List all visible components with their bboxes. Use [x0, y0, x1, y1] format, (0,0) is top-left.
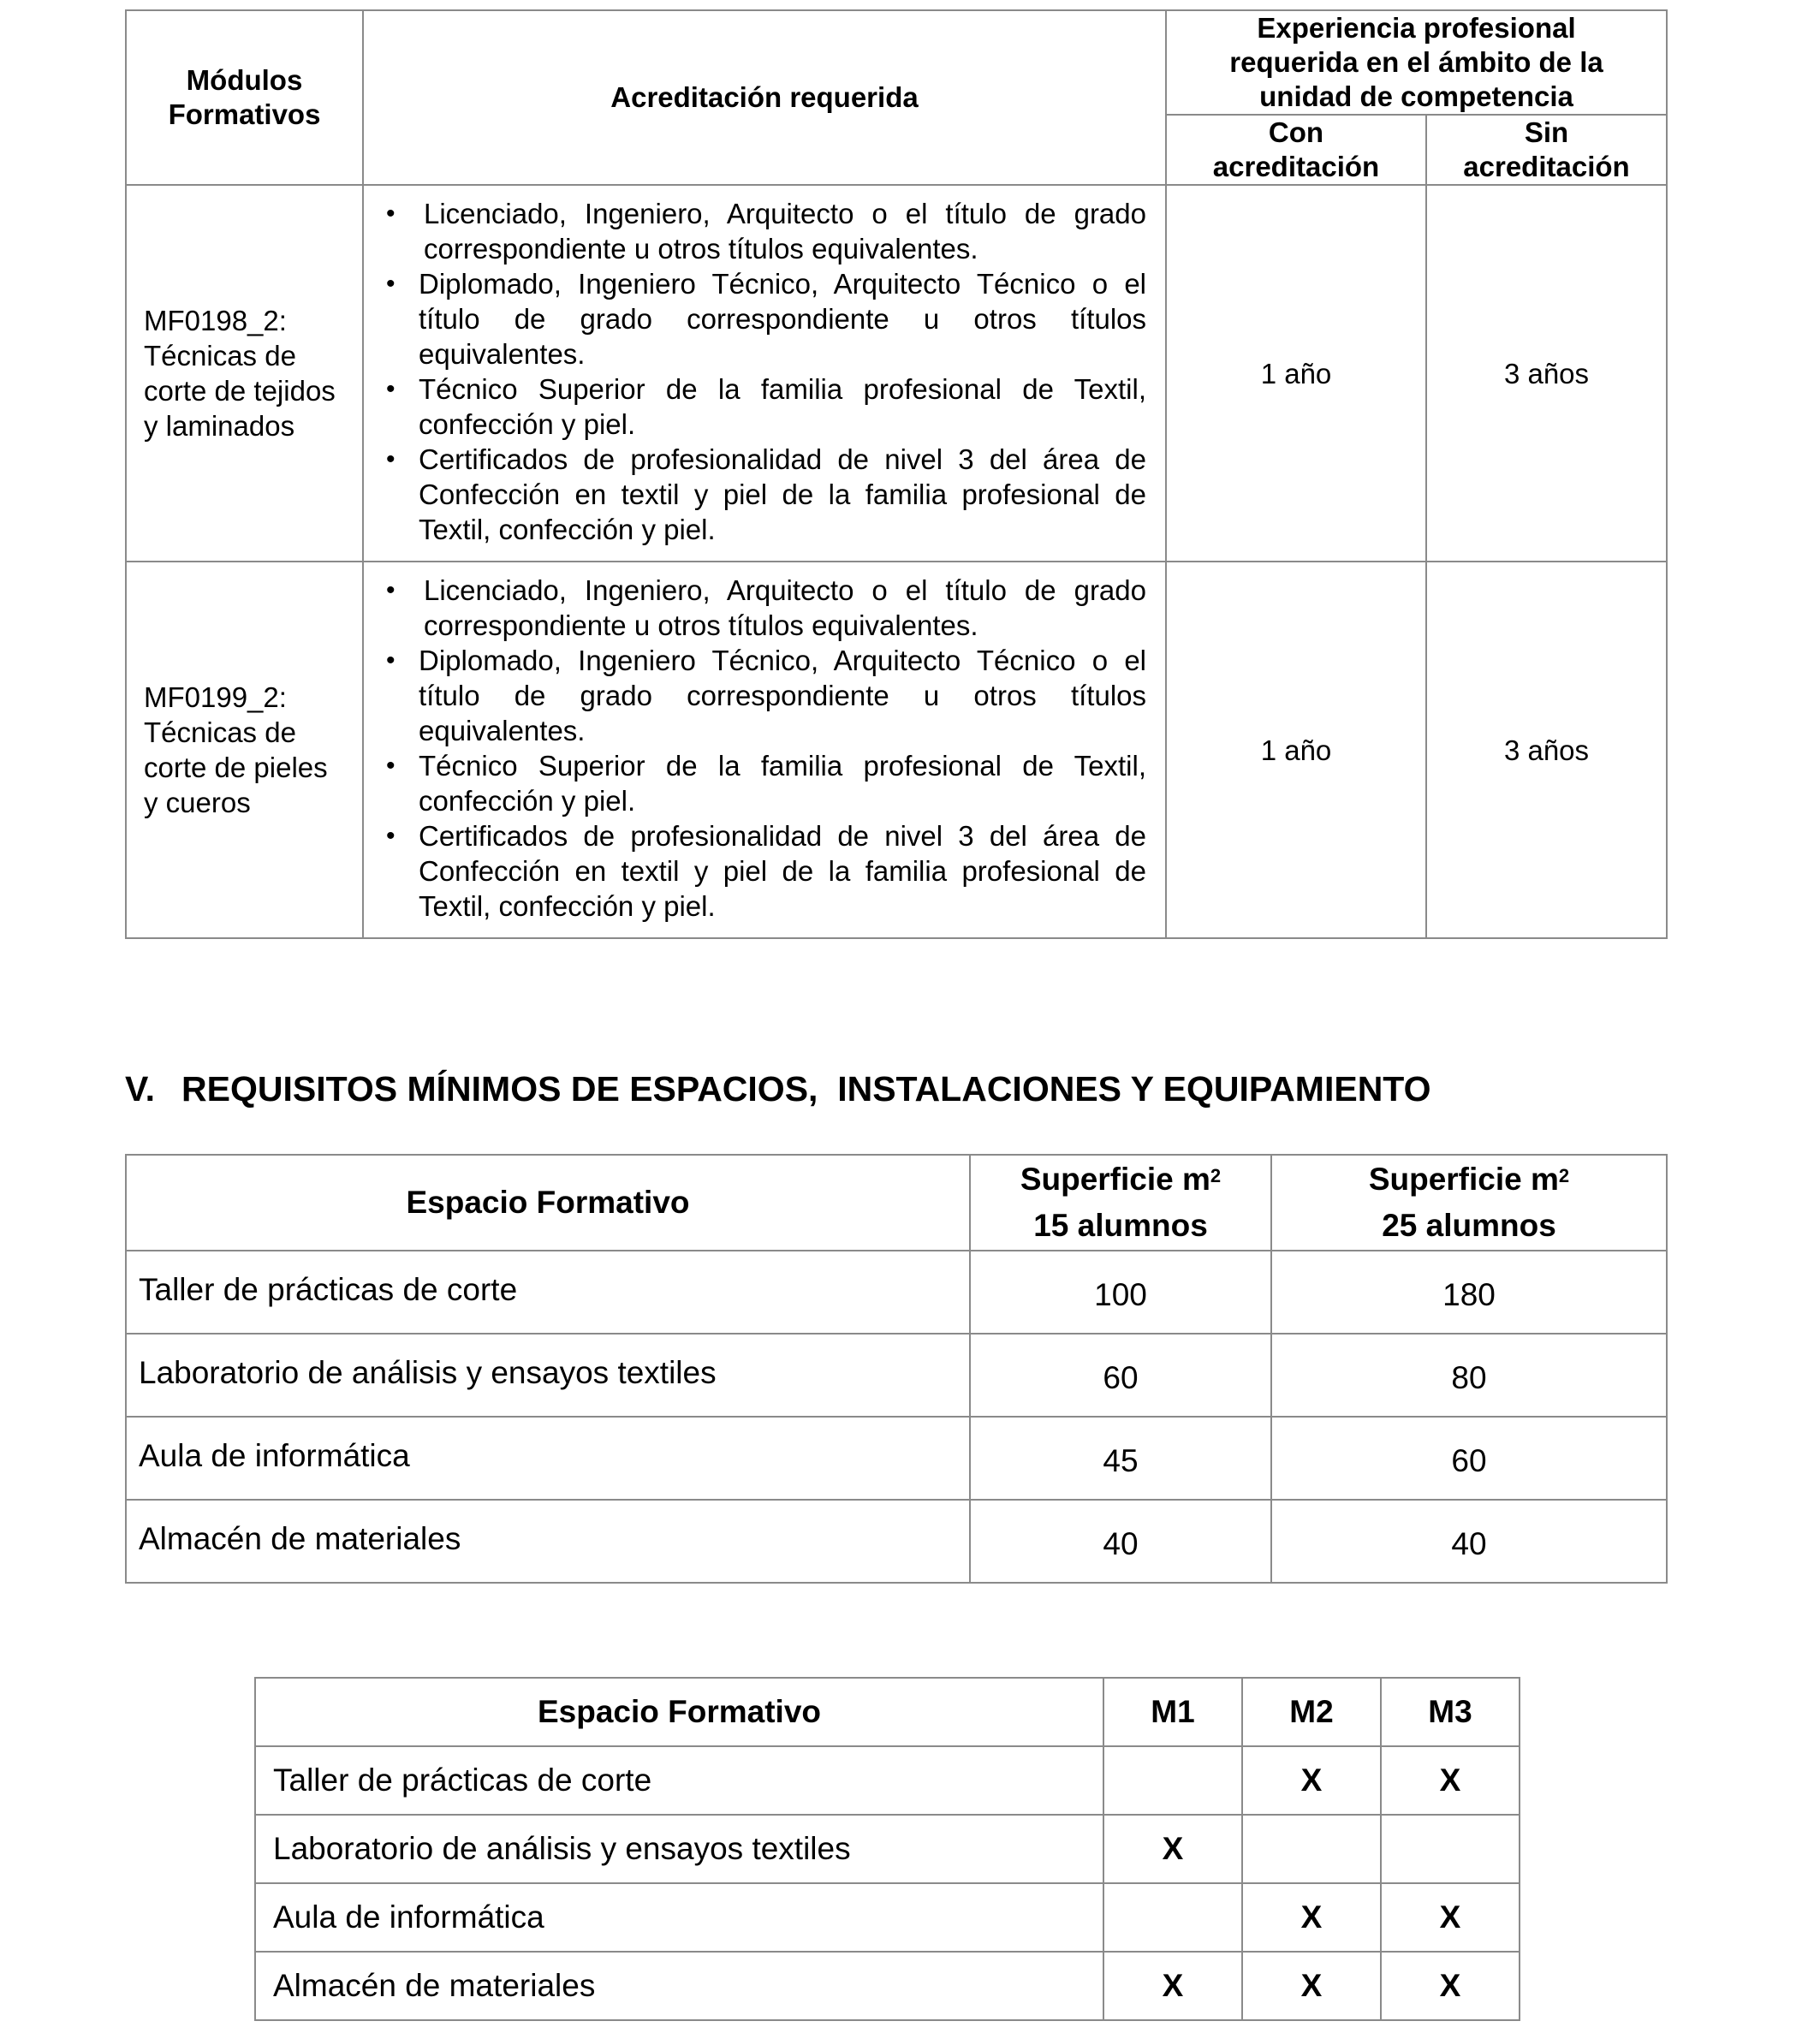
sin-acreditacion-cell: 3 años — [1426, 185, 1667, 562]
table-row — [126, 1334, 1667, 1417]
module-space-table — [254, 1677, 1520, 2021]
list-item — [381, 266, 1146, 372]
table-row — [255, 1746, 1520, 1815]
section-title-text: REQUISITOS MÍNIMOS DE ESPACIOS, INSTALACIONES Y EQUIPAMIENTO — [181, 1069, 1431, 1109]
espacio-cell: Laboratorio de análisis y ensayos textiles — [126, 1334, 970, 1417]
espacio-cell: Almacén de materiales — [255, 1952, 1103, 2020]
espacio-cell: Aula de informática — [255, 1883, 1103, 1952]
list-item-text: Técnico Superior de la familia profesional de Textil, confección y piel. — [419, 373, 1146, 440]
list-item-text: Licenciado, Ingeniero, Arquitecto o el título de grado correspondiente u otros títulos equivalentes. — [424, 574, 1146, 641]
superficie-15-cell: 60 — [970, 1334, 1271, 1417]
espacio-cell: Taller de prácticas de corte — [255, 1746, 1103, 1815]
list-item — [381, 818, 1146, 924]
table-row — [126, 185, 1667, 562]
list-item-text: Diplomado, Ingeniero Técnico, Arquitecto Técnico o el título de grado correspondiente u otros títulos equivalentes. — [419, 645, 1146, 746]
list-item — [381, 196, 1146, 266]
table-row — [126, 1500, 1667, 1583]
superficie-25-cell: 80 — [1271, 1334, 1667, 1417]
table-row — [126, 1251, 1667, 1334]
header-superficie-label: Superficie m — [1020, 1162, 1210, 1197]
table-row — [255, 1883, 1520, 1952]
bullet-icon: • — [386, 646, 396, 675]
section-number: V. — [125, 1069, 155, 1109]
list-item — [381, 442, 1146, 547]
bullet-icon: • — [386, 375, 396, 403]
acreditacion-list — [381, 196, 1146, 547]
modulo-cell: MF0198_2: Técnicas de corte de tejidos y laminados — [126, 185, 363, 562]
list-item — [381, 372, 1146, 442]
superscript: 2 — [1558, 1165, 1570, 1186]
superficie-15-cell: 100 — [970, 1251, 1271, 1334]
espacio-cell: Aula de informática — [126, 1417, 970, 1500]
m3-cell — [1381, 1815, 1520, 1883]
m1-cell: X — [1103, 1815, 1242, 1883]
header-experiencia: Experiencia profesional requerida en el ámbito de la unidad de competencia — [1166, 10, 1667, 115]
table-row — [126, 562, 1667, 938]
table-row — [255, 1815, 1520, 1883]
m2-cell: X — [1242, 1952, 1381, 2020]
list-item-text: Certificados de profesionalidad de nivel 3 del área de Confección en textil y piel de la familia profesional de Textil, confección y piel. — [419, 820, 1146, 922]
superficie-25-cell: 60 — [1271, 1417, 1667, 1500]
m3-cell: X — [1381, 1746, 1520, 1815]
header-m2: M2 — [1242, 1678, 1381, 1746]
list-item — [381, 748, 1146, 818]
m3-cell: X — [1381, 1883, 1520, 1952]
header-m1: M1 — [1103, 1678, 1242, 1746]
con-acreditacion-cell: 1 año — [1166, 562, 1426, 938]
con-acreditacion-cell: 1 año — [1166, 185, 1426, 562]
list-item-text: Técnico Superior de la familia profesional de Textil, confección y piel. — [419, 750, 1146, 817]
list-item — [381, 573, 1146, 643]
table-row — [126, 1417, 1667, 1500]
bullet-icon: • — [386, 576, 396, 604]
espacio-cell: Taller de prácticas de corte — [126, 1251, 970, 1334]
bullet-icon: • — [386, 199, 396, 228]
m1-cell — [1103, 1883, 1242, 1952]
modulo-cell: MF0199_2: Técnicas de corte de pieles y cueros — [126, 562, 363, 938]
bullet-icon: • — [386, 822, 396, 850]
m2-cell: X — [1242, 1883, 1381, 1952]
superficie-15-cell: 45 — [970, 1417, 1271, 1500]
header-alumnos-label: 15 alumnos — [1033, 1208, 1208, 1243]
superficie-15-cell: 40 — [970, 1500, 1271, 1583]
list-item-text: Licenciado, Ingeniero, Arquitecto o el título de grado correspondiente u otros títulos equivalentes. — [424, 198, 1146, 265]
header-alumnos-label: 25 alumnos — [1382, 1208, 1556, 1243]
espacio-cell: Almacén de materiales — [126, 1500, 970, 1583]
bullet-icon: • — [386, 270, 396, 298]
superficie-25-cell: 40 — [1271, 1500, 1667, 1583]
accreditation-table — [125, 9, 1668, 939]
bullet-icon: • — [386, 752, 396, 780]
m2-cell — [1242, 1815, 1381, 1883]
acreditacion-list — [381, 573, 1146, 924]
list-item-text: Diplomado, Ingeniero Técnico, Arquitecto Técnico o el título de grado correspondiente u otros títulos equivalentes. — [419, 268, 1146, 370]
header-acreditacion: Acreditación requerida — [363, 10, 1166, 185]
header-modulos: Módulos Formativos — [126, 10, 363, 185]
header-espacio: Espacio Formativo — [126, 1155, 970, 1251]
section-title — [125, 1067, 1431, 1110]
header-superficie-label: Superficie m — [1368, 1162, 1559, 1197]
header-espacio: Espacio Formativo — [255, 1678, 1103, 1746]
m1-cell: X — [1103, 1952, 1242, 2020]
surface-table — [125, 1154, 1668, 1584]
m2-cell: X — [1242, 1746, 1381, 1815]
header-con-acreditacion: Con acreditación — [1166, 115, 1426, 185]
table-row — [255, 1952, 1520, 2020]
superficie-25-cell: 180 — [1271, 1251, 1667, 1334]
espacio-cell: Laboratorio de análisis y ensayos textiles — [255, 1815, 1103, 1883]
header-m3: M3 — [1381, 1678, 1520, 1746]
m3-cell: X — [1381, 1952, 1520, 2020]
header-sin-acreditacion: Sin acreditación — [1426, 115, 1667, 185]
bullet-icon: • — [386, 445, 396, 473]
superscript: 2 — [1210, 1165, 1222, 1186]
acreditacion-cell — [363, 185, 1166, 562]
sin-acreditacion-cell: 3 años — [1426, 562, 1667, 938]
list-item-text: Certificados de profesionalidad de nivel 3 del área de Confección en textil y piel de la familia profesional de Textil, confección y piel. — [419, 443, 1146, 545]
header-superficie-25 — [1271, 1155, 1667, 1251]
list-item — [381, 643, 1146, 748]
header-superficie-15 — [970, 1155, 1271, 1251]
m1-cell — [1103, 1746, 1242, 1815]
acreditacion-cell — [363, 562, 1166, 938]
